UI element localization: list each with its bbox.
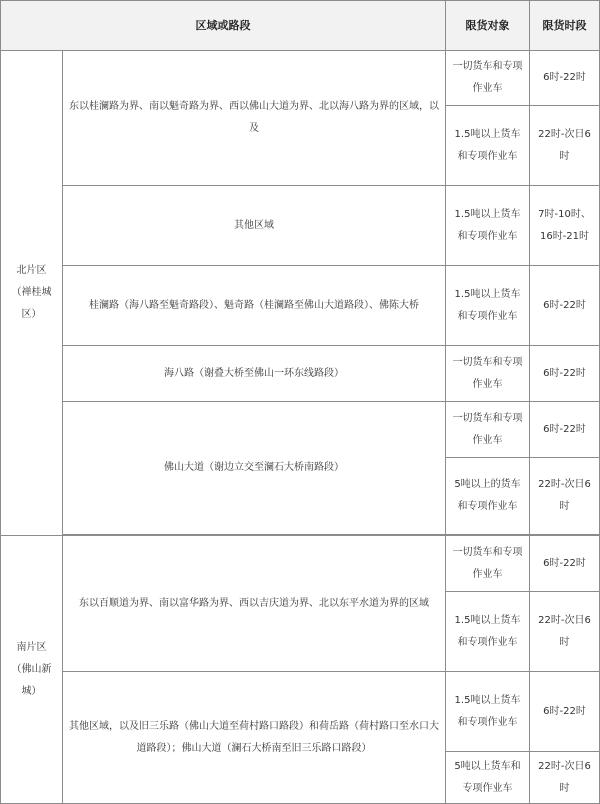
north-r3-object: 1.5吨以上货车和专项作业车 bbox=[446, 266, 530, 346]
north-r5-time-1: 6时-22时 bbox=[530, 402, 600, 458]
north-r3-time: 6时-22时 bbox=[530, 266, 600, 346]
north-r1-area: 东以桂澜路为界、南以魁奇路为界、西以佛山大道为界、北以海八路为界的区域，以及 bbox=[63, 51, 446, 186]
zone-north: 北片区（禅桂城区） bbox=[1, 51, 63, 536]
north-r5-area: 佛山大道（谢边立交至澜石大桥南路段） bbox=[63, 402, 446, 535]
north-r1-time-2: 22时-次日6时 bbox=[530, 106, 600, 186]
south-r2-object-2: 5吨以上货车和专项作业车 bbox=[446, 752, 530, 804]
north-r4-time: 6时-22时 bbox=[530, 346, 600, 402]
north-r1-object-1: 一切货车和专项作业车 bbox=[446, 51, 530, 106]
south-r1-object-1: 一切货车和专项作业车 bbox=[446, 536, 530, 592]
south-r2-object-1: 1.5吨以上货车和专项作业车 bbox=[446, 672, 530, 752]
header-time: 限货时段 bbox=[530, 1, 600, 51]
north-r1-time-1: 6时-22时 bbox=[530, 51, 600, 106]
north-r2-object: 1.5吨以上货车和专项作业车 bbox=[446, 186, 530, 266]
header-area: 区域或路段 bbox=[1, 1, 446, 51]
north-r5-object-1: 一切货车和专项作业车 bbox=[446, 402, 530, 458]
north-r4-object: 一切货车和专项作业车 bbox=[446, 346, 530, 402]
north-r2-area: 其他区域 bbox=[63, 186, 446, 266]
north-r5-time-2: 22时-次日6时 bbox=[530, 458, 600, 535]
north-r3-area: 桂澜路（海八路至魁奇路段）、魁奇路（桂澜路至佛山大道路段）、佛陈大桥 bbox=[63, 266, 446, 346]
south-r1-area: 东以百顺道为界、南以富华路为界、西以吉庆道为界、北以东平水道为界的区域 bbox=[63, 536, 446, 672]
south-r1-time-2: 22时-次日6时 bbox=[530, 592, 600, 672]
zone-south: 南片区（佛山新城） bbox=[1, 536, 63, 804]
south-r2-area: 其他区域，以及旧三乐路（佛山大道至荷村路口路段）和荷岳路（荷村路口至水口大道路段）；佛山大道（澜石大桥南至旧三乐路口路段） bbox=[63, 672, 446, 804]
south-r1-object-2: 1.5吨以上货车和专项作业车 bbox=[446, 592, 530, 672]
north-r4-area: 海八路（谢叠大桥至佛山一环东线路段） bbox=[63, 346, 446, 402]
north-r5-object-2: 5吨以上的货车和专项作业车 bbox=[446, 458, 530, 535]
header-object: 限货对象 bbox=[446, 1, 530, 51]
south-r2-time-1: 6时-22时 bbox=[530, 672, 600, 752]
north-r1-object-2: 1.5吨以上货车和专项作业车 bbox=[446, 106, 530, 186]
south-r2-time-2: 22时-次日6时 bbox=[530, 752, 600, 804]
north-r2-time: 7时-10时、16时-21时 bbox=[530, 186, 600, 266]
south-r1-time-1: 6时-22时 bbox=[530, 536, 600, 592]
